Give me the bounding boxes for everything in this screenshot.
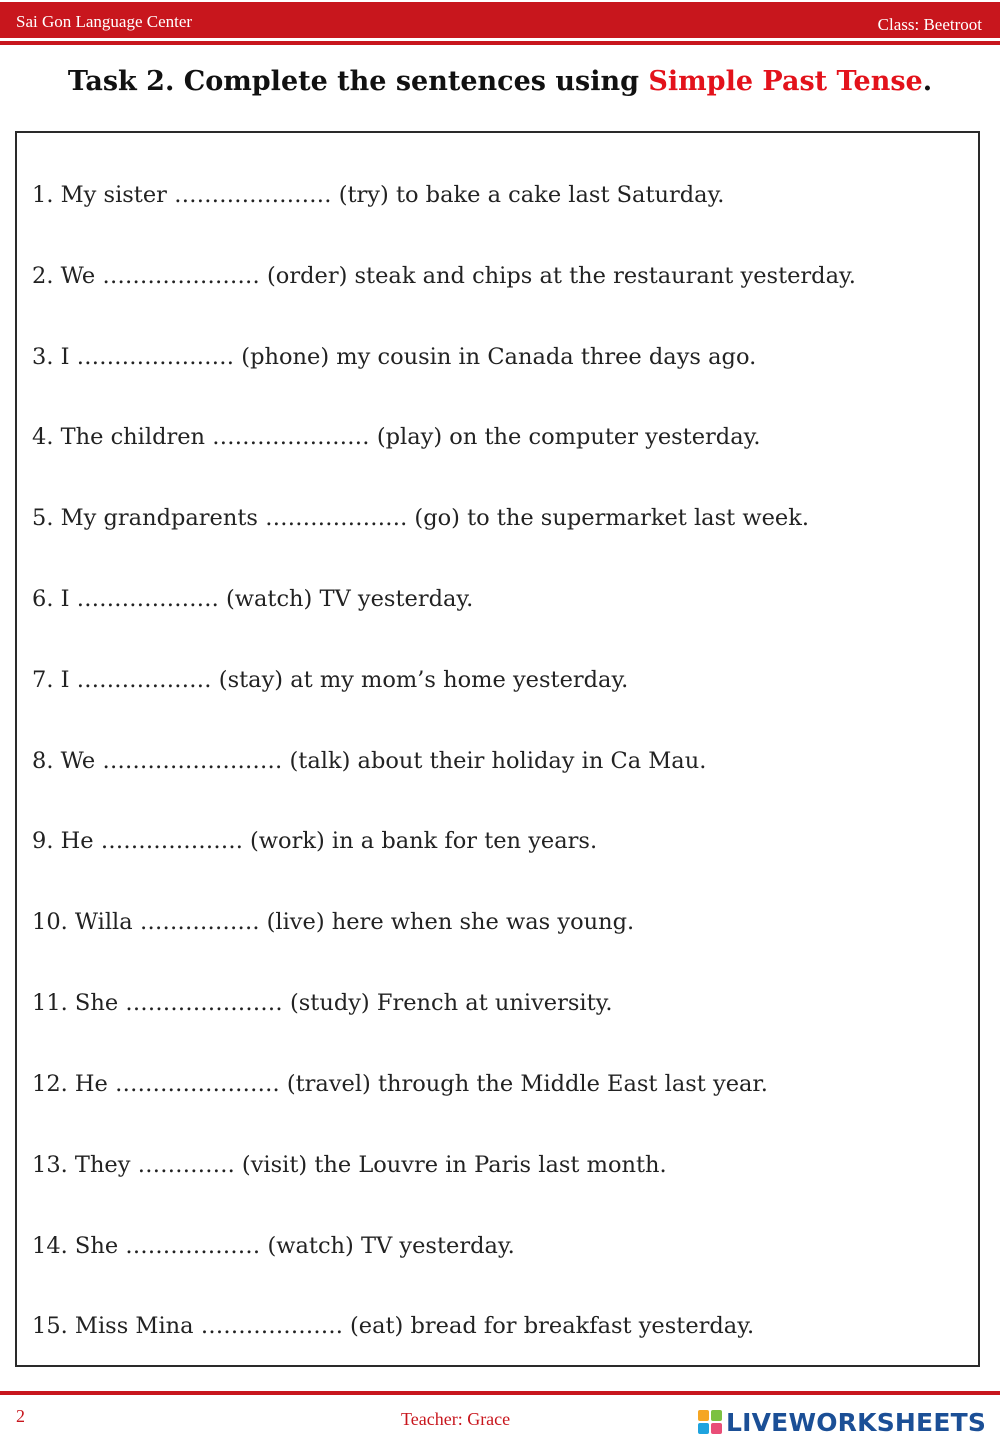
organization-name: Sai Gon Language Center <box>16 12 193 31</box>
sentence-7: 7. I ……………… (stay) at my mom’s home yesterday. <box>32 667 629 693</box>
task-title-highlight: Simple Past Tense <box>648 66 923 97</box>
logo-tile <box>711 1410 722 1421</box>
task-title <box>0 66 1000 97</box>
teacher-name: Teacher: Grace <box>401 1409 511 1429</box>
header-bar <box>0 2 1000 38</box>
logo-tile <box>711 1423 722 1434</box>
sentence-12: 12. He …………………. (travel) through the Middle East last year. <box>32 1071 768 1097</box>
sentence-3: 3. I ………………… (phone) my cousin in Canada three days ago. <box>32 344 757 370</box>
sentence-8: 8. We …………………… (talk) about their holiday in Ca Mau. <box>32 748 707 774</box>
sentence-14: 14. She ……………… (watch) TV yesterday. <box>32 1233 515 1259</box>
exercise-box <box>15 131 980 1367</box>
sentence-6: 6. I ………………. (watch) TV yesterday. <box>32 586 474 612</box>
sentence-2: 2. We ………………… (order) steak and chips at the restaurant yesterday. <box>32 263 856 289</box>
sentence-11: 11. She ………………… (study) French at university. <box>32 990 613 1016</box>
footer-divider <box>0 1391 1000 1395</box>
sentence-1: 1. My sister ………………… (try) to bake a cake last Saturday. <box>32 182 725 208</box>
class-label: Class: Beetroot <box>877 15 982 34</box>
sentence-4: 4. The children ………………… (play) on the computer yesterday. <box>32 424 761 450</box>
sentence-10: 10. Willa ……………. (live) here when she was young. <box>32 909 635 935</box>
liveworksheets-logo[interactable] <box>698 1406 986 1438</box>
sentence-15: 15. Miss Mina ………………. (eat) bread for breakfast yesterday. <box>32 1313 755 1339</box>
task-title-suffix: . <box>922 66 933 97</box>
task-title-prefix: Task 2. Complete the sentences using <box>67 66 649 97</box>
page-number: 2 <box>16 1406 25 1426</box>
logo-tile <box>698 1423 709 1434</box>
header-divider <box>0 41 1000 45</box>
sentence-13: 13. They …………. (visit) the Louvre in Paris last month. <box>32 1152 667 1178</box>
sentence-5: 5. My grandparents ………………. (go) to the supermarket last week. <box>32 505 809 531</box>
sentence-9: 9. He ………………. (work) in a bank for ten years. <box>32 828 598 854</box>
logo-text: LIVEWORKSHEETS <box>726 1407 987 1437</box>
liveworksheets-logo-icon <box>698 1410 722 1434</box>
logo-tile <box>698 1410 709 1421</box>
